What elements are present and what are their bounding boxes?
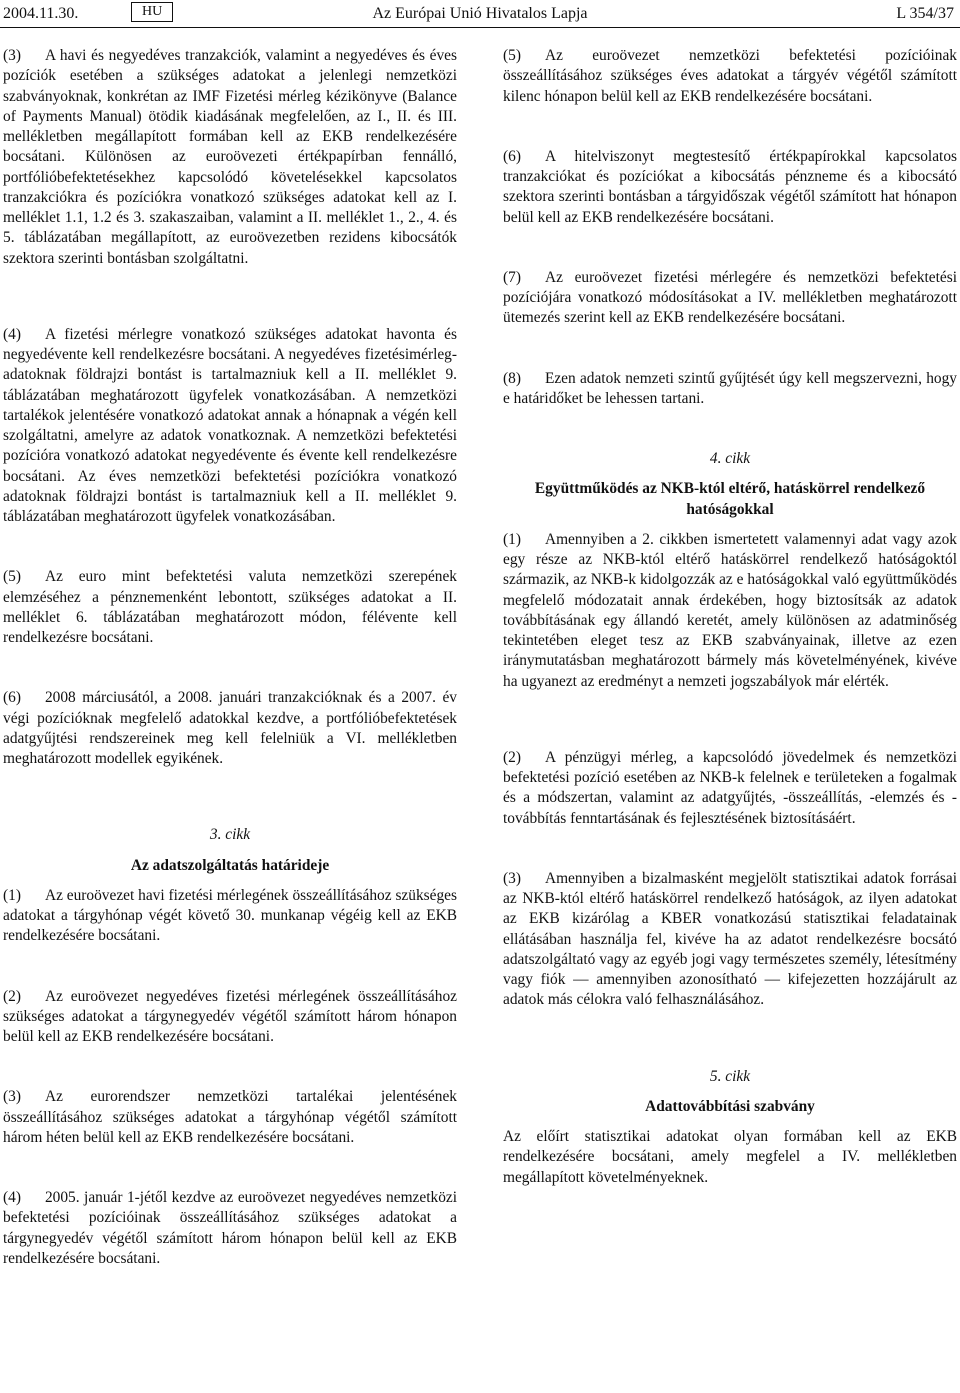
article-5-number: 5. cikk	[709, 1067, 751, 1085]
article-4-paragraph-2: (2) A pénzügyi mérleg, a kapcsolódó jövedelmek és nemzetközi befektetési pozíció esetében az NKB-k felelnek e területeken a fogalmak és a módszertan, valamint az adatgyűjtés, -összeállítás, -elemzés és -továbbítás fenntartásának és fejlesztésének biztosításáért.	[503, 748, 957, 827]
right-column	[503, 46, 957, 1188]
page-header	[0, 0, 960, 28]
article-3-title: Az adatszolgáltatás határideje	[130, 856, 330, 874]
article-3-paragraph-2: (2) Az euroövezet negyedéves fizetési mérlegének összeállításához szükséges adatokat a tárgynegyedév végétől számított három hónapon belül kell az EKB rendelkezésére bocsátani.	[3, 987, 457, 1045]
article-4-number: 4. cikk	[709, 450, 751, 467]
page-reference: L 354/37	[896, 5, 954, 22]
article-3-number: 3. cikk	[209, 826, 251, 844]
header-divider	[0, 27, 960, 28]
left-column	[3, 46, 457, 1269]
paragraph-4: (4) A fizetési mérlegre vonatkozó szükséges adatokat havonta és negyedévente kell rendelkezésre bocsátani. A negyedéves fizetésimérleg-adatoknak földrajzi bontást is tartalmazniuk kell a II. melléklet 9. táblázatában meghatározott ügyfelek vonatkozásában. A nemzetközi tartalékok jelentésére vonatkozó adatokat annak a hónapnak a végén kell szolgáltatni, amelyre az adatok vonatkoznak. A nemzetközi befektetési pozícióra vonatkozó adatokat negyedévente és évente kell rendelkezésre bocsátani. Az éves nemzetközi befektetési pozíciókra vonatkozó adatoknak földrajzi bontást is tartalmazniuk kell a II. melléklet 9. táblázatában meghatározott ügyfelek vonatkozásában.	[3, 325, 457, 525]
article-3-paragraph-3: (3) Az eurorendszer nemzetközi tartalékai jelentésének összeállításához szükséges adatokat a tárgyhónap végétől számított három héten belül kell az EKB rendelkezésére bocsátani.	[3, 1088, 457, 1146]
journal-title: Az Európai Unió Hivatalos Lapja	[372, 5, 588, 22]
article-3-paragraph-6: (6) A hitelviszonyt megtestesítő értékpapírokkal kapcsolatos tranzakciókat és pozíciókat a kibocsátás pénzneme és a kibocsátó szektora szerinti bontásban a tárgyidőszak végétől számított hat hónapon belül kell az EKB rendelkezésére bocsátani.	[503, 147, 957, 226]
article-3-paragraph-5: (5) Az euroövezet nemzetközi befektetési pozícióinak összeállításához szükséges éves adatokat a tárgyév végétől számított kilenc hónapon belül kell az EKB rendelkezésére bocsátani.	[503, 47, 957, 105]
paragraph-6: (6) 2008 márciusától, a 2008. januári tranzakcióknak és a 2007. év végi pozícióknak megfelelő adatokkal kezdve, a portfólióbefektetések adatgyűjtési rendszereinek meg kell felelniük a VI. mellékletben meghatározott modellek egyikének.	[3, 689, 457, 767]
language-code: HU	[131, 2, 173, 22]
article-3-paragraph-4: (4) 2005. január 1-jétől kezdve az euroövezet negyedéves nemzetközi befektetési pozícióinak összeállításához szükséges adatokat a tárgynegyedév végétől számított három hónapon belül kell az EKB rendelkezésére bocsátani.	[3, 1189, 457, 1267]
article-3-paragraph-8: (8) Ezen adatok nemzeti szintű gyűjtését úgy kell megszervezni, hogy e határidőket be lehessen tartani.	[503, 369, 957, 407]
article-5-title: Adattovábbítási szabvány	[645, 1097, 815, 1115]
article-3-paragraph-7: (7) Az euroövezet fizetési mérlegére és nemzetközi befektetési pozíciójára vonatkozó módosításokat a IV. mellékletben meghatározott ütemezés szerint kell az EKB rendelkezésére bocsátani.	[503, 268, 957, 327]
article-4-paragraph-1: (1) Amennyiben a 2. cikkben ismertetett valamennyi adat vagy azok egy része az NKB-któl eltérő hatáskörrel rendelkező hatóságoktól származik, az NKB-k kidolgozzák az e hatóságokkal való együttműködés megfelelő módozatait annak érdekében, hogy biztosítsák az adatok továbbításának egy állandó keretét, amely különösen az adatminőség tekintetében eleget tesz az EKB szabványainak, illetve az ezen iránymutatásban meghatározott bármely más követelményének, kivéve ha ugyanezt az eredményt a nemzeti jogszabályok már elérték.	[503, 530, 957, 690]
article-3-paragraph-1: (1) Az euroövezet havi fizetési mérlegének összeállításához szükséges adatokat a tárgyhónap végét követő 30. munkanap végéig kell az EKB rendelkezésére bocsátani.	[3, 886, 457, 945]
article-4-title: Együttműködés az NKB-któl eltérő, hatáskörrel rendelkező hatóságokkal	[534, 480, 926, 518]
article-4-paragraph-3: (3) Amennyiben a bizalmasként megjelölt statisztikai adatok forrásai az NKB-któl eltérő hatáskörrel rendelkező hatóságok, az ilyen adatokat az EKB kizárólag a KBER vonatkozású statisztikai feladatainak ellátásában használja fel, kivéve ha az adatot rendelkezésre bocsátó adatszolgáltató vagy az egyéb jogi vagy természetes személy, létesítmény vagy fiók — amennyiben azonosítható — kifejezetten hozzájárult az adatok más célokra való felhasználásához.	[503, 869, 957, 1009]
article-5-paragraph-1: Az előírt statisztikai adatokat olyan formában kell az EKB rendelkezésére bocsátani, amely megfelel a IV. mellékletben megállapított követelményeknek.	[503, 1128, 957, 1186]
publication-date: 2004.11.30.	[3, 5, 79, 22]
paragraph-5: (5) Az euro mint befektetési valuta nemzetközi szerepének elemzéséhez a pénznemenként lebontott, szükséges adatokat a II. melléklet 6. táblázatában meghatározott módon, félévente kell rendelkezésre bocsátani.	[3, 568, 457, 646]
paragraph-3: (3) A havi és negyedéves tranzakciók, valamint a negyedéves és éves pozíciók esetében a szükséges adatokat a jelenlegi nemzetközi szabványoknak, konkrétan az IMF Fizetési mérleg kézikönyve (Balance of Payments Manual) ötödik kiadásának megfelelően, az I., II. és III. mellékletben megállapított formában kell az EKB rendelkezésére bocsátani. Különösen az euroövezeti értékpapírban fennálló, portfólióbefektetésekhez kapcsolódó követelésekkel kapcsolatos tranzakciókra és pozíciókra vonatkozó szükséges adatokat kell az I. melléklet 1.1, 1.2 és 3. szakaszaiban, valamint a II. melléklet 1., 2., 4. és 5. táblázatában megállapított, az euroövezetben rezidens kibocsátók szektora szerinti bontásban szolgáltatni.	[3, 47, 457, 267]
